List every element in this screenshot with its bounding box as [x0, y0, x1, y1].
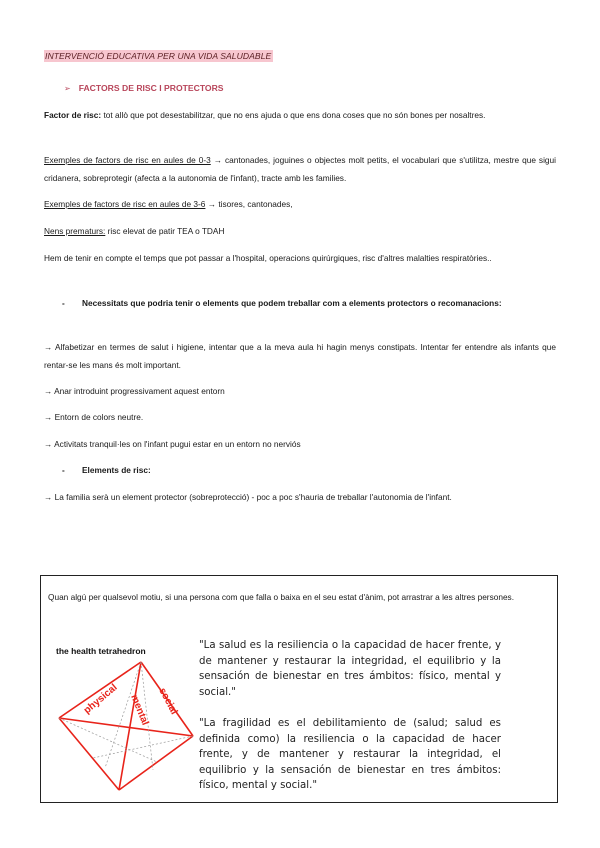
- bullet-dash: -: [62, 298, 65, 308]
- exemples-3-6-label: Exemples de factors de risc en aules de 3-6: [44, 199, 206, 209]
- nens-prematurs-paragraph: [44, 222, 556, 240]
- tetrahedron-title: the health tetrahedron: [56, 646, 146, 656]
- exemples-3-6-text: → tisores, cantonades,: [205, 199, 293, 209]
- section-heading: [64, 83, 224, 93]
- exemples-0-3-paragraph: [44, 151, 556, 187]
- recommendation-1: → Alfabetizar en termes de salut i higiene, intentar que a la meva aula hi hagin menys constipats. Intentar fer entendre als infants que rentar-se les mans és molt important.: [44, 342, 556, 370]
- document-title: INTERVENCIÓ EDUCATIVA PER UNA VIDA SALUDABLE: [45, 51, 272, 61]
- bullet-necessitats-text: Necessitats que podria tenir o elements que podem treballar com a elements protectors o recomanacions:: [82, 298, 502, 308]
- tetra-edge: [59, 718, 193, 736]
- nens-prematurs-label: Nens prematurs:: [44, 226, 106, 236]
- tetra-label-social: social: [156, 686, 180, 717]
- tetra-label-physical: physical: [81, 682, 120, 717]
- arrowhead-bullet-icon: ➢: [64, 84, 71, 93]
- bullet-dash: -: [62, 465, 65, 475]
- health-quote-box: [40, 575, 558, 803]
- factor-risc-text: tot allò que pot desestabilitzar, que no ens ajuda o que ens dona coses que no són bones per nosaltres.: [101, 110, 486, 120]
- exemples-3-6-paragraph: [44, 195, 556, 213]
- recommendation-4: → Activitats tranquil·les on l'infant pugui estar en un entorn no nerviós: [44, 439, 301, 449]
- bullet-necessitats: [62, 294, 556, 334]
- factor-risc-paragraph: [44, 106, 556, 124]
- hospital-paragraph: Hem de tenir en compte el temps que pot passar a l'hospital, operacions quirúrgiques, risc d'altres malalties respiratòries..: [44, 253, 492, 263]
- recommendation-3: → Entorn de colors neutre.: [44, 412, 144, 422]
- tetrahedron-edges: [59, 662, 193, 790]
- nens-prematurs-text: risc elevat de patir TEA o TDAH: [105, 226, 225, 236]
- factor-risc-label: Factor de risc:: [44, 110, 102, 120]
- quote-fragilidad: "La fragilidad es el debilitamiento de (salud; salud es definida como) la resiliencia o la capacidad de hacer frente, y de mantener y restaurar la integridad, el equilibrio y la sensación de bienestar en tres ámbitos: físico, mental y social.": [199, 718, 501, 791]
- exemples-0-3-label: Exemples de factors de risc en aules de 0-3: [44, 155, 211, 165]
- quote-salud: "La salud es la resiliencia o la capacidad de hacer frente, y de mantener y restaurar la integridad, el equilibrio y la sensación de bienestar en tres ámbitos: físico, mental y social.": [199, 640, 501, 698]
- tetra-label-mental: mental: [128, 693, 151, 728]
- box-intro-text: Quan algú per qualsevol motiu, si una persona com que falla o baixa en el seu estat d'ànim, pot arrastrar a les altres persones.: [48, 592, 515, 602]
- exemples-0-3-text: → cantonades, joguines o objectes molt petits, el vocabulari que s'utilitza, mestre que sigui cridanera, sobreprotegir (afecta a la autonomia de l'infant), tracte amb les families.: [44, 155, 556, 183]
- recommendation-2: → Anar introduint progressivament aquest entorn: [44, 386, 225, 396]
- bullet-elements-risc-text: Elements de risc:: [82, 465, 151, 475]
- tetra-edge: [59, 662, 141, 718]
- health-tetrahedron-diagram: [53, 658, 199, 798]
- bullet-elements-risc: [62, 461, 556, 479]
- risk-element-1: → La familia serà un element protector (sobreprotecció) - poc a poc s'hauria de treballar l'autonomia de l'infant.: [44, 492, 452, 502]
- section-heading-text: FACTORS DE RISC I PROTECTORS: [78, 83, 224, 93]
